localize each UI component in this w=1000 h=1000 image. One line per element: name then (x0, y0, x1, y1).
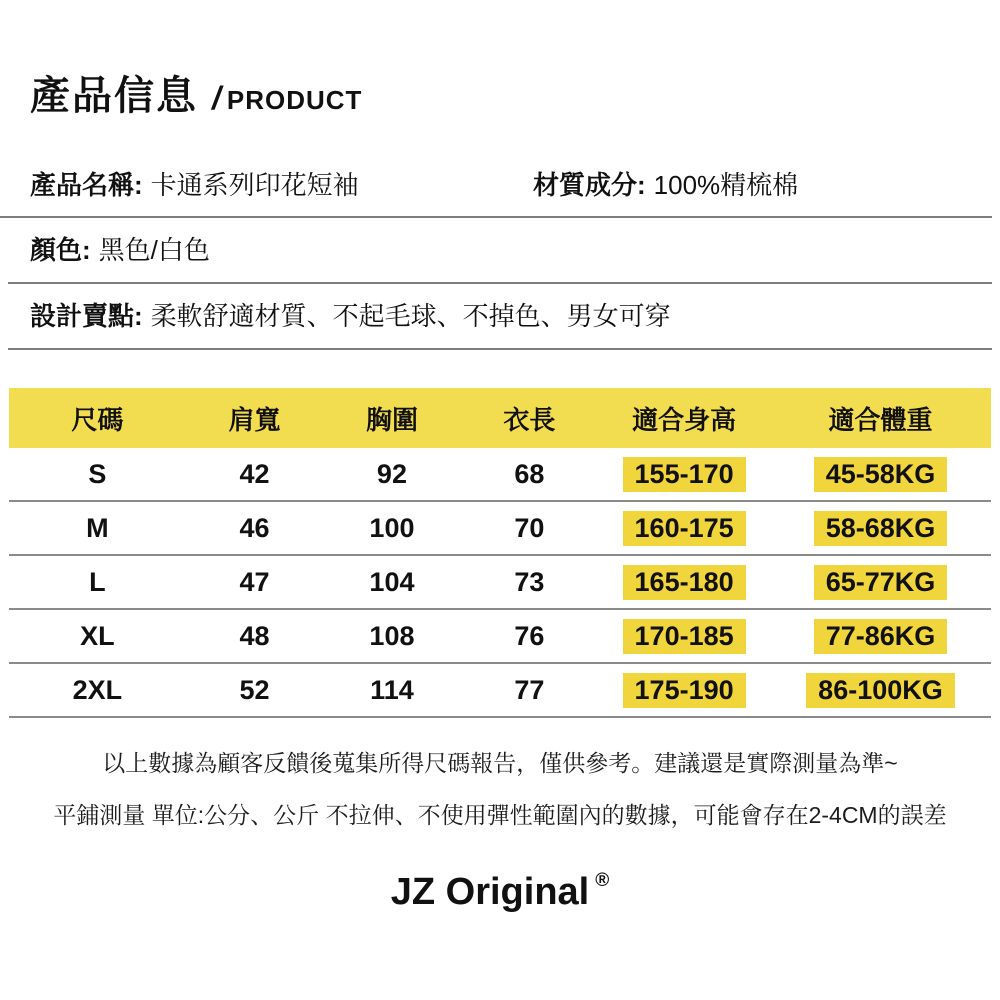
design-value: 柔軟舒適材質、不起毛球、不掉色、男女可穿 (150, 301, 671, 331)
material-value: 100%精梳棉 (653, 170, 799, 200)
table-row-s (9, 448, 991, 502)
cell-weight (770, 673, 991, 708)
cell-shoulder: 52 (239, 674, 270, 705)
cell-shoulder: 48 (239, 620, 270, 651)
info-row-design (0, 284, 1000, 348)
divider-line (8, 348, 992, 350)
cell-chest: 114 (370, 674, 414, 705)
table-row-m (9, 502, 991, 556)
note-measurement-method: 平鋪測量 單位:公分、公斤 不拉伸、不使用彈性範圍內的數據，可能會存在2-4CM的誤差 (53, 802, 947, 828)
size-chart-table (9, 388, 991, 718)
column-header-size: 尺碼 (71, 404, 124, 435)
product-info-section (0, 168, 1000, 350)
column-header-weight: 適合體重 (828, 404, 933, 435)
cell-height (598, 511, 770, 546)
page-title: 產品信息 (30, 74, 198, 118)
height-highlight: 155-170 (623, 457, 746, 492)
column-header-chest: 胸圍 (365, 404, 418, 435)
column-header-length: 衣長 (503, 404, 556, 435)
weight-highlight: 77-86KG (814, 619, 948, 654)
column-header-shoulder: 肩寬 (228, 404, 281, 435)
registered-trademark-icon: ® (595, 870, 610, 891)
cell-size: M (86, 512, 109, 543)
page-title-en: PRODUCT (226, 85, 363, 115)
color-value: 黑色/白色 (98, 235, 210, 265)
info-row-name-material (0, 168, 1000, 202)
material-field (533, 168, 798, 202)
brand-logo (0, 870, 1000, 914)
cell-height (598, 457, 770, 492)
height-highlight: 165-180 (623, 565, 746, 600)
cell-shoulder: 47 (239, 566, 270, 597)
cell-length: 70 (514, 512, 545, 543)
measurement-notes (0, 748, 1000, 830)
weight-highlight: 65-77KG (814, 565, 948, 600)
weight-highlight: 58-68KG (814, 511, 948, 546)
cell-size: S (88, 458, 107, 489)
table-row-xl (9, 610, 991, 664)
column-header-height: 適合身高 (632, 404, 737, 435)
cell-shoulder: 42 (239, 458, 270, 489)
brand-name: JZ Original (390, 871, 590, 913)
cell-height (598, 619, 770, 654)
color-label: 顏色: (30, 235, 91, 265)
cell-height (598, 673, 770, 708)
height-highlight: 175-190 (623, 673, 746, 708)
cell-size: 2XL (72, 674, 123, 705)
note-disclaimer: 以上數據為顧客反饋後蒐集所得尺碼報告，僅供參考。建議還是實際測量為準~ (102, 750, 898, 776)
product-name-label: 產品名稱: (30, 170, 143, 200)
cell-weight (770, 457, 991, 492)
page-header (0, 0, 1000, 118)
height-highlight: 170-185 (623, 619, 746, 654)
cell-chest: 108 (369, 620, 415, 651)
cell-length: 73 (514, 566, 545, 597)
size-table-header-row (9, 388, 991, 448)
info-row-color (0, 218, 1000, 282)
cell-chest: 100 (369, 512, 415, 543)
material-label: 材質成分: (533, 170, 646, 200)
cell-chest: 104 (369, 566, 415, 597)
title-slash-decoration: / (212, 80, 221, 116)
weight-highlight: 45-58KG (814, 457, 948, 492)
height-highlight: 160-175 (623, 511, 746, 546)
product-name-value: 卡通系列印花短袖 (150, 170, 359, 200)
cell-size: L (89, 566, 106, 597)
cell-length: 76 (514, 620, 545, 651)
cell-height (598, 565, 770, 600)
cell-length: 77 (514, 674, 545, 705)
product-name-field (30, 168, 533, 202)
cell-chest: 92 (376, 458, 407, 489)
design-label: 設計賣點: (30, 301, 143, 331)
cell-weight (770, 511, 991, 546)
cell-weight (770, 565, 991, 600)
weight-highlight: 86-100KG (806, 673, 955, 708)
cell-weight (770, 619, 991, 654)
table-row-l (9, 556, 991, 610)
cell-length: 68 (514, 458, 545, 489)
table-row-2xl (9, 664, 991, 718)
cell-shoulder: 46 (239, 512, 270, 543)
cell-size: XL (80, 620, 115, 651)
